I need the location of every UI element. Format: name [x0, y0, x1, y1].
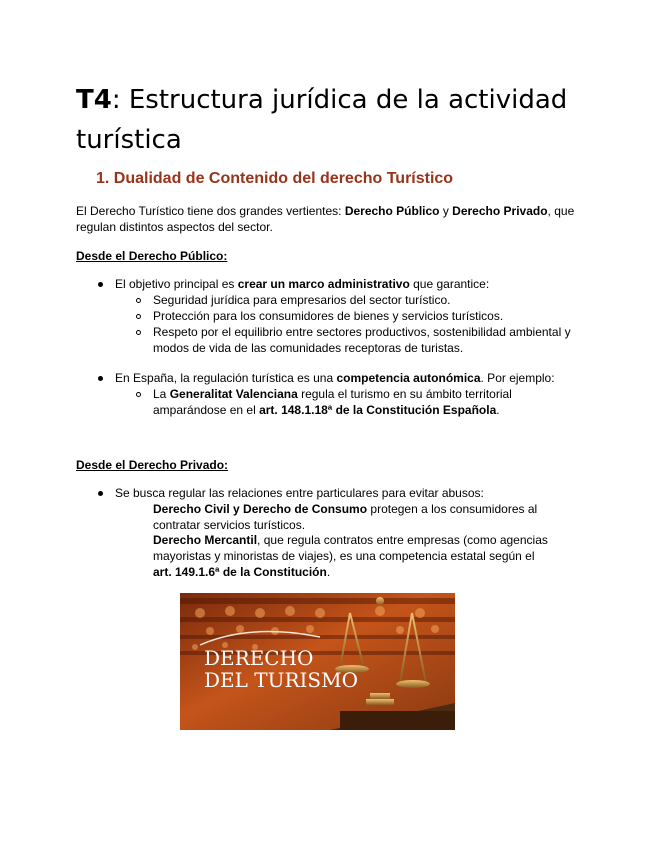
sub-text: La	[153, 387, 170, 401]
subheading-publico: Desde el Derecho Público:	[76, 249, 228, 263]
para-bold: art. 149.1.6ª de la Constitución	[153, 565, 327, 579]
indented-paragraph	[153, 532, 553, 580]
bullet-dot	[98, 282, 103, 287]
sub-bold: art. 148.1.18ª de la Constitución Española	[259, 403, 497, 417]
para-text: protegen a los consumidores al contratar servicios turísticos.	[153, 502, 538, 532]
bullet-dot	[98, 491, 103, 496]
para-text: , que regula contratos entre empresas (como agencias mayoristas y minoristas de viajes), es una competencia estatal según el	[153, 533, 548, 563]
sub-list-item: Respeto por el equilibrio entre sectores productivos, sostenibilidad ambiental y modos de vida de las comunidades receptoras de turistas.	[153, 325, 571, 355]
list-item: Se busca regular las relaciones entre particulares para evitar abusos:	[115, 486, 484, 500]
title-code: T4	[76, 85, 112, 115]
sub-text: .	[496, 403, 500, 417]
sub-bold: Generalitat Valenciana	[169, 387, 298, 401]
intro-text: y	[439, 204, 453, 218]
sub-bullet-circle	[136, 298, 141, 303]
page-title	[76, 80, 596, 160]
bullet-dot	[98, 376, 103, 381]
bullet-text: que garantice:	[409, 277, 490, 291]
para-text: .	[326, 565, 331, 579]
list-item	[115, 276, 585, 292]
section-heading: 1. Dualidad de Contenido del derecho Turístico	[96, 170, 454, 187]
image-text-line2: DEL TURISMO	[204, 668, 359, 692]
sub-list-item: Seguridad jurídica para empresarios del sector turístico.	[153, 293, 451, 307]
scales-of-justice-illustration	[180, 593, 455, 730]
intro-text: , que regulan distintos aspectos del sector.	[76, 204, 575, 234]
intro-bold: Derecho Privado	[452, 204, 548, 218]
bullet-bold: crear un marco administrativo	[237, 277, 410, 291]
subheading-privado: Desde el Derecho Privado:	[76, 458, 229, 472]
sub-list-item	[153, 386, 533, 418]
intro-text: El Derecho Turístico tiene dos grandes vertientes:	[76, 204, 345, 218]
para-bold: Derecho Mercantil	[153, 533, 258, 547]
bullet-bold: competencia autonómica	[336, 371, 481, 385]
sub-bullet-circle	[136, 314, 141, 319]
bullet-text: . Por ejemplo:	[480, 371, 555, 385]
indented-paragraph	[153, 501, 543, 533]
derecho-turismo-image	[180, 593, 455, 730]
sub-text: regula el turismo en su ámbito territorial amparándose en el	[153, 387, 512, 417]
intro-bold: Derecho Público	[344, 204, 440, 218]
bullet-text: El objetivo principal es	[115, 277, 238, 291]
list-item	[115, 370, 585, 386]
sub-bullet-circle	[136, 392, 141, 397]
image-text-line1: DERECHO	[204, 646, 314, 670]
intro-paragraph	[76, 203, 576, 235]
sub-list-item: Protección para los consumidores de bienes y servicios turísticos.	[153, 309, 504, 323]
sub-bullet-circle	[136, 330, 141, 335]
para-bold: Derecho Civil y Derecho de Consumo	[153, 502, 368, 516]
title-text: : Estructura jurídica de la actividad turística	[76, 85, 568, 155]
bullet-text: En España, la regulación turística es una	[115, 371, 337, 385]
